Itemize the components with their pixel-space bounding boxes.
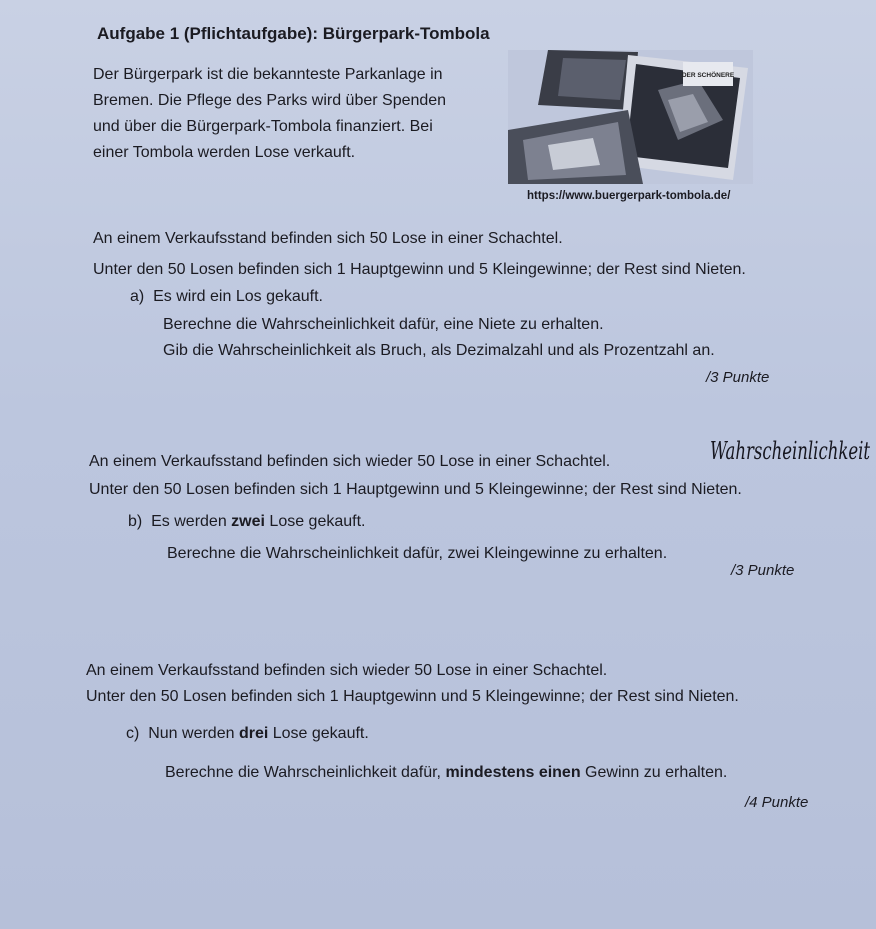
- page-title: Aufgabe 1 (Pflichtaufgabe): Bürgerpark-Tombola: [97, 24, 490, 43]
- task-c-context-1: An einem Verkaufsstand befinden sich wieder 50 Lose in einer Schachtel.: [86, 662, 608, 679]
- intro-line: Bremen. Die Pflege des Parks wird über Spenden: [93, 92, 447, 109]
- intro-paragraph: [93, 62, 473, 166]
- task-c-points: /4 Punkte: [745, 794, 809, 811]
- handwritten-note: [708, 433, 874, 469]
- task-c-label: c) Nun werden drei Lose gekauft.: [126, 725, 369, 742]
- task-c-context-2: Unter den 50 Losen befinden sich 1 Hauptgewinn und 5 Kleingewinne; der Rest sind Nieten.: [86, 688, 739, 705]
- task-a-points: /3 Punkte: [706, 369, 770, 386]
- task-a-context-2: Unter den 50 Losen befinden sich 1 Hauptgewinn und 5 Kleingewinne; der Rest sind Nieten.: [93, 261, 746, 278]
- task-b-label: b) Es werden zwei Lose gekauft.: [128, 513, 366, 530]
- emphasis-text: drei: [238, 725, 269, 742]
- task-b-instruction: Berechne die Wahrscheinlichkeit dafür, zwei Kleingewinne zu erhalten.: [167, 545, 668, 562]
- task-c-instruction: Berechne die Wahrscheinlichkeit dafür, mindestens einen Gewinn zu erhalten.: [165, 764, 728, 781]
- svg-text:Wahrscheinlichkeit: Wahrscheinlichkeit: [710, 437, 871, 465]
- task-b-points: /3 Punkte: [731, 562, 795, 579]
- task-b-context-2: Unter den 50 Losen befinden sich 1 Hauptgewinn und 5 Kleingewinne; der Rest sind Nieten.: [89, 481, 742, 498]
- task-a-context-1: An einem Verkaufsstand befinden sich 50 Lose in einer Schachtel.: [93, 230, 563, 247]
- task-a-instruction-1: Berechne die Wahrscheinlichkeit dafür, eine Niete zu erhalten.: [163, 316, 604, 333]
- task-b-context-1: An einem Verkaufsstand befinden sich wieder 50 Lose in einer Schachtel.: [89, 453, 611, 470]
- task-label: c): [126, 725, 140, 742]
- task-a-instruction-2: Gib die Wahrscheinlichkeit als Bruch, als Dezimalzahl und als Prozentzahl an.: [163, 342, 715, 359]
- intro-line: einer Tombola werden Lose verkauft.: [93, 144, 356, 161]
- tombola-logo: DER SCHÖNERE: [681, 72, 735, 79]
- task-a-label: [130, 288, 323, 306]
- task-label: a): [130, 288, 145, 305]
- task-label: b): [128, 513, 143, 530]
- intro-line: Der Bürgerpark ist die bekannteste Parkanlage in: [93, 66, 443, 83]
- tombola-tickets-photo: [508, 50, 753, 184]
- emphasis-text: mindestens einen: [445, 764, 581, 781]
- emphasis-text: zwei: [231, 513, 265, 530]
- intro-line: und über die Bürgerpark-Tombola finanziert. Bei: [93, 118, 433, 135]
- task-stem: Es wird ein Los gekauft.: [153, 288, 323, 305]
- image-caption: https://www.buergerpark-tombola.de/: [527, 190, 731, 202]
